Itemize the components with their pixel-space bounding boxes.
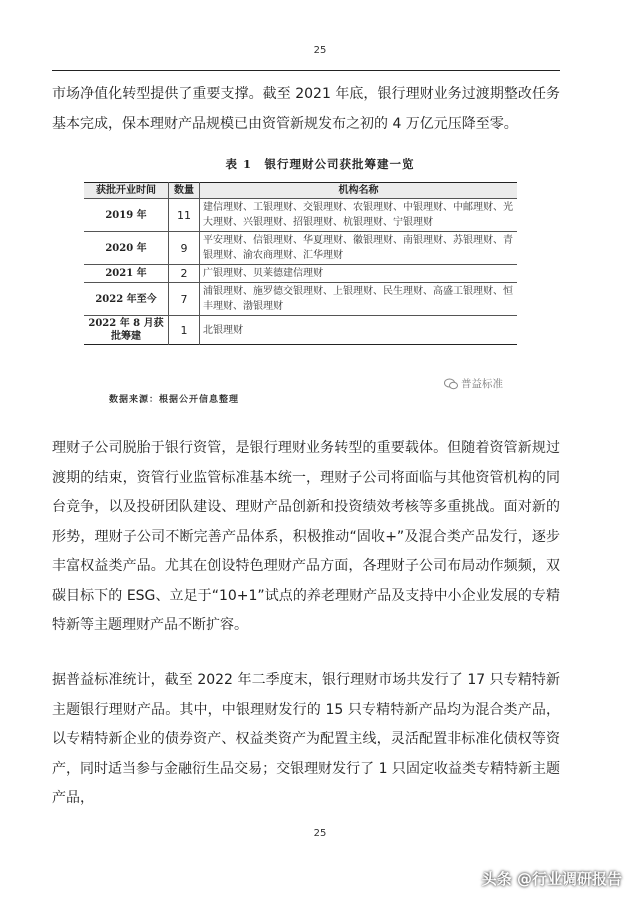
table-row (84, 232, 517, 265)
table-row (84, 265, 517, 283)
row-year: 2021 年 (105, 268, 147, 279)
header-rule (52, 70, 560, 71)
source-watermark (444, 376, 503, 391)
row-year: 2019 年 (105, 209, 147, 221)
row-count: 11 (169, 199, 200, 232)
paragraph-2-text: 理财子公司脱胎于银行资管，是银行理财业务转型的重要载体。但随着资管新规过渡期的结束，资管行业监管标准基本统一，理财子公司将面临与其他资管机构的同台竞争，以及投研团队建设、理财产品创新和投资绩效考核等多重挑战。面对新的形势，理财子公司不断完善产品体系，积极推动“固收+”及混合类产品发行，逐步丰富权益类产品。尤其在创设特色理财产品方面，各理财子公司布局动作频频，双碳目标下的 ESG、立足于“10+1”试点的养老理财产品及支持中小企业发展的专精特新等主题理财产品不断扩容。 (52, 440, 560, 633)
row-institutions: 北银理财 (203, 324, 243, 336)
row-institutions: 建信理财、工银理财、交银理财、农银理财、中银理财、中邮理财、光大理财、兴银理财、招银理财、杭银理财、宁银理财 (203, 202, 513, 228)
row-count: 2 (169, 265, 200, 283)
row-institutions: 广银理财、贝莱德建信理财 (203, 268, 323, 279)
row-count: 9 (169, 232, 200, 265)
header-year: 获批开业时间 (96, 185, 156, 196)
table-row (84, 316, 517, 345)
row-year: 2022 年至今 (95, 293, 157, 305)
row-institutions: 浦银理财、施罗德交银理财、上银理财、民生理财、高盛工银理财、恒丰理财、渤银理财 (203, 286, 513, 312)
paragraph-1 (52, 80, 560, 139)
wechat-icon (444, 378, 458, 390)
row-year: 2022 年 8 月获批筹建 (88, 318, 164, 342)
row-institutions: 平安理财、信银理财、华夏理财、徽银理财、南银理财、苏银理财、青银理财、渝农商理财、汇华理财 (203, 235, 513, 261)
paragraph-3 (52, 666, 560, 814)
table-row (84, 199, 517, 232)
row-count: 1 (169, 316, 200, 345)
paragraph-3-text: 据普益标准统计，截至 2022 年二季度末，银行理财市场共发行了 17 只专精特新主题银行理财产品。其中，中银理财发行的 15 只专精特新产品均为混合类产品，以专精特新企业的债券资产、权益类资产为配置主线，灵活配置非标准化债权等资产，同时适当参与金融衍生品交易；交银理财发行了 1 只固定收益类专精特新主题产品， (52, 672, 560, 806)
paragraph-1-text: 市场净值化转型提供了重要支撑。截至 2021 年底，银行理财业务过渡期整改任务基本完成，保本理财产品规模已由资管新规发布之初的 4 万亿元压降至零。 (52, 86, 560, 132)
row-year: 2020 年 (105, 242, 147, 254)
watermark-text: 普益标准 (461, 378, 503, 390)
table-header-row (84, 183, 517, 199)
table-title: 表 1 银行理财公司获批筹建一览 (225, 157, 415, 171)
data-source: 数据来源：根据公开信息整理 (109, 395, 240, 405)
footer-watermark: 头条 @行业调研报告 (481, 870, 622, 888)
paragraph-2 (52, 434, 560, 641)
table-row (84, 283, 517, 316)
header-institutions: 机构名称 (338, 185, 379, 196)
row-count: 7 (169, 283, 200, 316)
header-count: 数量 (169, 183, 200, 199)
page-number-top: 25 (313, 45, 327, 56)
page-number-bottom: 25 (313, 828, 327, 839)
approval-table (84, 182, 517, 345)
